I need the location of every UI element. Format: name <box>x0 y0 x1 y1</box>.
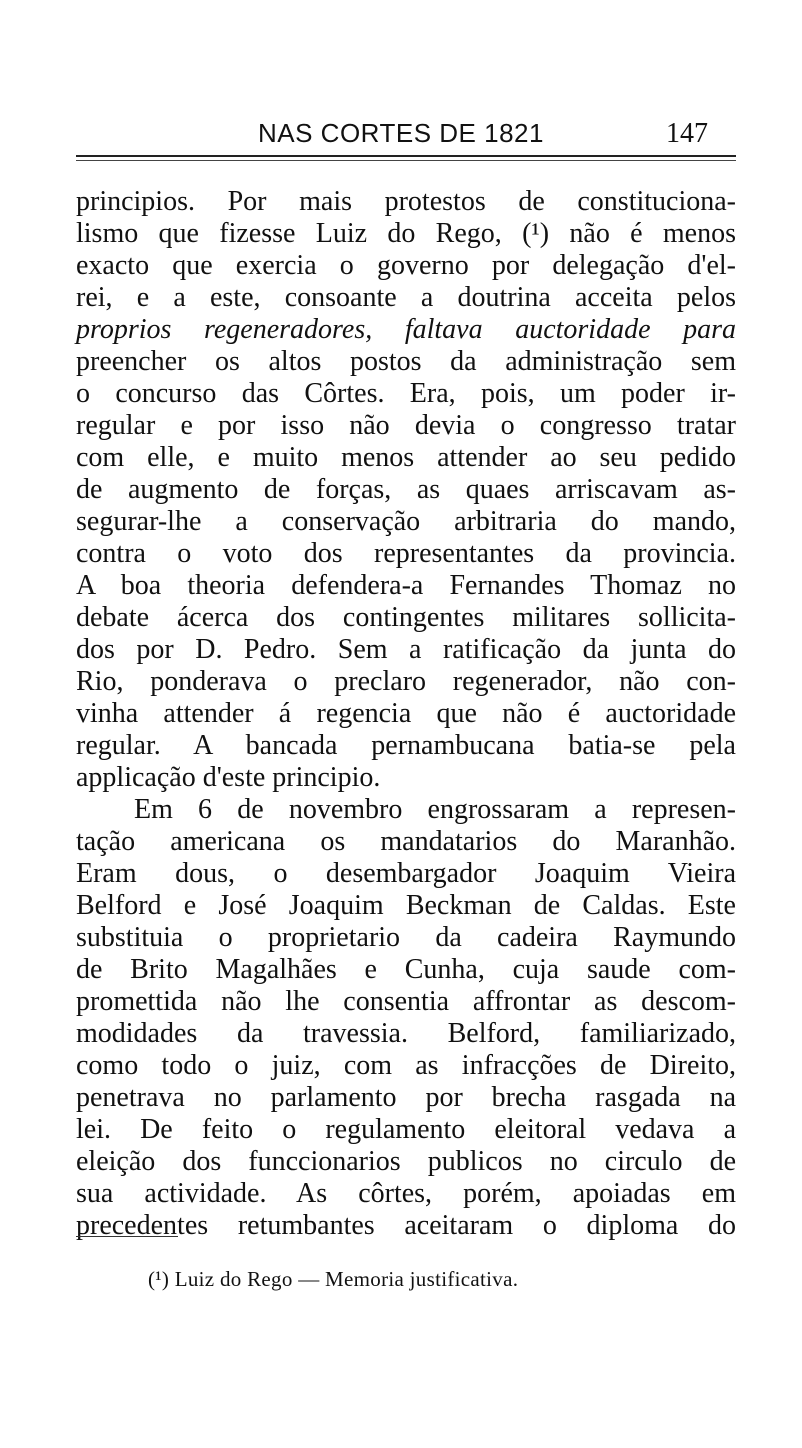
text-line: exacto que exercia o governo por delegação d'el- <box>76 250 736 281</box>
text-line: lei. De feito o regulamento eleitoral vedava a <box>76 1114 736 1145</box>
footnote-rule <box>76 1236 178 1237</box>
text-line: de augmento de forças, as quaes arriscavam as- <box>76 474 736 505</box>
text-line: com elle, e muito menos attender ao seu pedido <box>76 442 736 473</box>
header-rule <box>76 155 736 161</box>
text-line: regular. A bancada pernambucana batia-se pela <box>76 730 736 761</box>
text-line: Eram dous, o desembargador Joaquim Vieira <box>76 858 736 889</box>
text-line: preencher os altos postos da administração sem <box>76 346 736 377</box>
text-line: eleição dos funccionarios publicos no circulo de <box>76 1146 736 1177</box>
text-line: rei, e a este, consoante a doutrina acceita pelos <box>76 282 736 313</box>
text-line: debate ácerca dos contingentes militares sollicita- <box>76 602 736 633</box>
text-line: tação americana os mandatarios do Maranhão. <box>76 826 736 857</box>
text-line: o concurso das Côrtes. Era, pois, um poder ir- <box>76 378 736 409</box>
text-line: principios. Por mais protestos de constituciona- <box>76 186 736 217</box>
text-line: dos por D. Pedro. Sem a ratificação da junta do <box>76 634 736 665</box>
running-head-title: NAS CORTES DE 1821 <box>258 118 544 148</box>
text-line: modidades da travessia. Belford, familiarizado, <box>76 1018 736 1049</box>
text-line: vinha attender á regencia que não é auctoridade <box>76 698 736 729</box>
text-line: sua actividade. As côrtes, porém, apoiadas em <box>76 1178 736 1209</box>
text-line: substituia o proprietario da cadeira Raymundo <box>76 922 736 953</box>
body-text <box>76 186 736 1242</box>
text-line: Belford e José Joaquim Beckman de Caldas. Este <box>76 890 736 921</box>
text-line: A boa theoria defendera-a Fernandes Thomaz no <box>76 570 736 601</box>
text-line: segurar-lhe a conservação arbitraria do mando, <box>76 506 736 537</box>
running-head <box>0 118 802 158</box>
text-line: promettida não lhe consentia affrontar as descom- <box>76 986 736 1017</box>
text-line: Em 6 de novembro engrossaram a represen- <box>134 794 736 825</box>
text-line: proprios regeneradores, faltava auctoridade para <box>76 314 736 345</box>
text-line: applicação d'este principio. <box>76 762 381 793</box>
text-line: contra o voto dos representantes da provincia. <box>76 538 736 569</box>
footnote: (¹) Luiz do Rego — Memoria justificativa. <box>148 1267 519 1291</box>
text-line: Rio, ponderava o preclaro regenerador, não con- <box>76 666 736 697</box>
text-line: de Brito Magalhães e Cunha, cuja saude com- <box>76 954 736 985</box>
text-line: como todo o juiz, com as infracções de Direito, <box>76 1050 736 1081</box>
text-line: penetrava no parlamento por brecha rasgada na <box>76 1082 736 1113</box>
text-line: lismo que fizesse Luiz do Rego, (¹) não é menos <box>76 218 736 249</box>
page-number: 147 <box>666 118 708 149</box>
text-line: precedentes retumbantes aceitaram o diploma do <box>76 1210 736 1241</box>
text-line: regular e por isso não devia o congresso tratar <box>76 410 736 441</box>
